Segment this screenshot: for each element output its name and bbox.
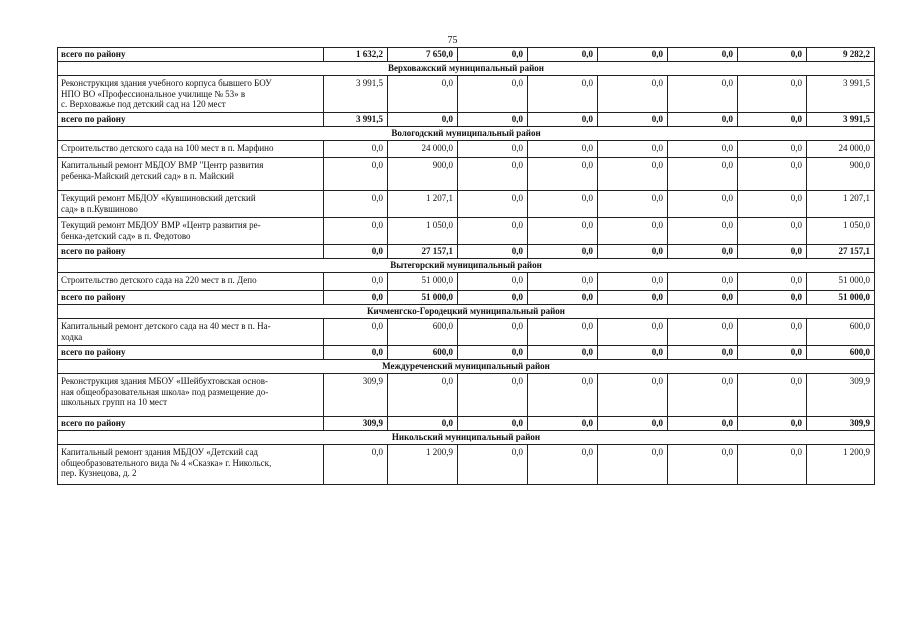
value-cell: 0,0 <box>668 417 738 431</box>
value-cell: 0,0 <box>738 158 807 191</box>
total-label: всего по району <box>58 48 324 62</box>
district-total-row <box>58 417 875 431</box>
value-cell: 0,0 <box>738 191 807 218</box>
value-cell: 0,0 <box>598 291 668 305</box>
value-cell: 1 050,0 <box>388 218 458 245</box>
value-cell: 0,0 <box>668 245 738 259</box>
value-cell: 0,0 <box>388 113 458 127</box>
value-cell: 3 991,5 <box>807 113 875 127</box>
value-cell: 1 632,2 <box>324 48 388 62</box>
project-row <box>58 76 875 113</box>
project-name: Капитальный ремонт здания МБДОУ «Детский сад общеобразовательного вида № 4 «Сказка» г. Никольск, пер. Кузнецова, д. 2 <box>58 445 324 485</box>
value-cell: 0,0 <box>324 291 388 305</box>
project-name: Строительство детского сада на 100 мест в п. Марфино <box>58 141 324 158</box>
value-cell: 0,0 <box>528 417 598 431</box>
value-cell: 3 991,5 <box>807 76 875 113</box>
value-cell: 51 000,0 <box>388 273 458 291</box>
project-row <box>58 158 875 191</box>
district-header-row <box>58 259 875 273</box>
total-label: всего по району <box>58 417 324 431</box>
value-cell: 0,0 <box>458 346 528 360</box>
value-cell: 0,0 <box>738 417 807 431</box>
project-row <box>58 319 875 346</box>
value-cell: 0,0 <box>598 319 668 346</box>
value-cell: 0,0 <box>738 346 807 360</box>
value-cell: 0,0 <box>458 158 528 191</box>
value-cell: 900,0 <box>807 158 875 191</box>
value-cell: 0,0 <box>528 218 598 245</box>
project-row <box>58 445 875 485</box>
value-cell: 0,0 <box>528 141 598 158</box>
district-name: Кичменгско-Городецкий муниципальный район <box>58 305 875 319</box>
value-cell: 0,0 <box>528 291 598 305</box>
value-cell: 1 207,1 <box>388 191 458 218</box>
value-cell: 600,0 <box>807 346 875 360</box>
district-header-row <box>58 431 875 445</box>
value-cell: 0,0 <box>738 273 807 291</box>
value-cell: 0,0 <box>738 141 807 158</box>
value-cell: 0,0 <box>598 273 668 291</box>
value-cell: 0,0 <box>598 113 668 127</box>
value-cell: 0,0 <box>528 191 598 218</box>
value-cell: 0,0 <box>528 158 598 191</box>
value-cell: 309,9 <box>807 417 875 431</box>
value-cell: 51 000,0 <box>807 273 875 291</box>
value-cell: 0,0 <box>528 319 598 346</box>
value-cell: 0,0 <box>324 319 388 346</box>
value-cell: 600,0 <box>807 319 875 346</box>
value-cell: 51 000,0 <box>388 291 458 305</box>
value-cell: 0,0 <box>528 374 598 417</box>
value-cell: 1 050,0 <box>807 218 875 245</box>
value-cell: 1 200,9 <box>388 445 458 485</box>
page-number: 75 <box>447 35 458 46</box>
value-cell: 7 650,0 <box>388 48 458 62</box>
project-name: Текущий ремонт МБДОУ «Кувшиновский детский сад» в п.Кувшиново <box>58 191 324 218</box>
value-cell: 0,0 <box>738 245 807 259</box>
value-cell: 1 200,9 <box>807 445 875 485</box>
project-name: Капитальный ремонт МБДОУ ВМР "Центр развития ребенка-Майский детский сад» в п. Майский <box>58 158 324 191</box>
value-cell: 600,0 <box>388 346 458 360</box>
value-cell: 0,0 <box>668 113 738 127</box>
district-name: Верховажский муниципальный район <box>58 62 875 76</box>
value-cell: 0,0 <box>598 218 668 245</box>
project-row <box>58 218 875 245</box>
value-cell: 0,0 <box>738 48 807 62</box>
value-cell: 1 207,1 <box>807 191 875 218</box>
value-cell: 0,0 <box>668 445 738 485</box>
value-cell: 0,0 <box>458 113 528 127</box>
value-cell: 0,0 <box>458 245 528 259</box>
project-row <box>58 273 875 291</box>
value-cell: 309,9 <box>807 374 875 417</box>
value-cell: 0,0 <box>388 374 458 417</box>
value-cell: 0,0 <box>738 113 807 127</box>
value-cell: 0,0 <box>528 245 598 259</box>
district-total-row <box>58 48 875 62</box>
value-cell: 0,0 <box>528 273 598 291</box>
project-name: Капитальный ремонт детского сада на 40 мест в п. На- ходка <box>58 319 324 346</box>
district-total-row <box>58 346 875 360</box>
value-cell: 0,0 <box>598 445 668 485</box>
project-row <box>58 141 875 158</box>
value-cell: 0,0 <box>598 141 668 158</box>
total-label: всего по району <box>58 113 324 127</box>
project-name: Реконструкция здания МБОУ «Шейбухтовская основ- ная общеобразовательная школа» под размещение до- школьных групп на 10 мест <box>58 374 324 417</box>
budget-table-body <box>58 48 875 485</box>
value-cell: 0,0 <box>388 76 458 113</box>
total-label: всего по району <box>58 245 324 259</box>
project-name: Строительство детского сада на 220 мест в п. Депо <box>58 273 324 291</box>
district-total-row <box>58 113 875 127</box>
district-name: Никольский муниципальный район <box>58 431 875 445</box>
value-cell: 0,0 <box>458 141 528 158</box>
value-cell: 0,0 <box>598 48 668 62</box>
value-cell: 0,0 <box>324 191 388 218</box>
value-cell: 0,0 <box>528 445 598 485</box>
value-cell: 0,0 <box>598 374 668 417</box>
value-cell: 0,0 <box>598 245 668 259</box>
value-cell: 0,0 <box>458 273 528 291</box>
value-cell: 0,0 <box>528 113 598 127</box>
value-cell: 0,0 <box>458 191 528 218</box>
value-cell: 0,0 <box>738 218 807 245</box>
value-cell: 0,0 <box>668 158 738 191</box>
district-header-row <box>58 127 875 141</box>
district-name: Междуреченский муниципальный район <box>58 360 875 374</box>
value-cell: 0,0 <box>458 218 528 245</box>
value-cell: 0,0 <box>528 346 598 360</box>
value-cell: 0,0 <box>458 76 528 113</box>
value-cell: 0,0 <box>668 273 738 291</box>
value-cell: 27 157,1 <box>388 245 458 259</box>
value-cell: 0,0 <box>668 48 738 62</box>
value-cell: 0,0 <box>598 158 668 191</box>
value-cell: 24 000,0 <box>807 141 875 158</box>
value-cell: 0,0 <box>458 291 528 305</box>
value-cell: 0,0 <box>668 319 738 346</box>
value-cell: 0,0 <box>458 445 528 485</box>
value-cell: 0,0 <box>668 141 738 158</box>
value-cell: 3 991,5 <box>324 113 388 127</box>
value-cell: 309,9 <box>324 374 388 417</box>
value-cell: 3 991,5 <box>324 76 388 113</box>
value-cell: 0,0 <box>458 319 528 346</box>
value-cell: 0,0 <box>388 417 458 431</box>
value-cell: 0,0 <box>324 445 388 485</box>
value-cell: 0,0 <box>324 273 388 291</box>
value-cell: 0,0 <box>324 346 388 360</box>
value-cell: 0,0 <box>458 417 528 431</box>
district-name: Вытегорский муниципальный район <box>58 259 875 273</box>
project-name: Реконструкция здания учебного корпуса бывшего БОУ НПО ВО «Профессиональное училище № 53» в с. Верховажье под детский сад на 120 мест <box>58 76 324 113</box>
budget-table <box>57 47 875 485</box>
value-cell: 0,0 <box>738 291 807 305</box>
value-cell: 0,0 <box>738 319 807 346</box>
project-row <box>58 374 875 417</box>
district-header-row <box>58 62 875 76</box>
district-header-row <box>58 305 875 319</box>
value-cell: 900,0 <box>388 158 458 191</box>
value-cell: 0,0 <box>598 76 668 113</box>
value-cell: 0,0 <box>324 245 388 259</box>
value-cell: 0,0 <box>598 417 668 431</box>
value-cell: 0,0 <box>738 76 807 113</box>
value-cell: 0,0 <box>668 76 738 113</box>
value-cell: 9 282,2 <box>807 48 875 62</box>
district-total-row <box>58 291 875 305</box>
value-cell: 0,0 <box>738 374 807 417</box>
value-cell: 0,0 <box>458 374 528 417</box>
project-name: Текущий ремонт МБДОУ ВМР «Центр развития ре- бенка-детский сад» в п. Федотово <box>58 218 324 245</box>
value-cell: 0,0 <box>668 291 738 305</box>
value-cell: 0,0 <box>324 218 388 245</box>
district-name: Вологодский муниципальный район <box>58 127 875 141</box>
value-cell: 600,0 <box>388 319 458 346</box>
value-cell: 0,0 <box>324 158 388 191</box>
value-cell: 309,9 <box>324 417 388 431</box>
value-cell: 0,0 <box>668 191 738 218</box>
district-header-row <box>58 360 875 374</box>
value-cell: 0,0 <box>668 346 738 360</box>
value-cell: 0,0 <box>528 76 598 113</box>
value-cell: 0,0 <box>598 191 668 218</box>
value-cell: 0,0 <box>598 346 668 360</box>
value-cell: 0,0 <box>668 374 738 417</box>
district-total-row <box>58 245 875 259</box>
value-cell: 24 000,0 <box>388 141 458 158</box>
project-row <box>58 191 875 218</box>
total-label: всего по району <box>58 291 324 305</box>
value-cell: 0,0 <box>528 48 598 62</box>
total-label: всего по району <box>58 346 324 360</box>
value-cell: 0,0 <box>324 141 388 158</box>
value-cell: 51 000,0 <box>807 291 875 305</box>
value-cell: 27 157,1 <box>807 245 875 259</box>
value-cell: 0,0 <box>668 218 738 245</box>
value-cell: 0,0 <box>738 445 807 485</box>
value-cell: 0,0 <box>458 48 528 62</box>
